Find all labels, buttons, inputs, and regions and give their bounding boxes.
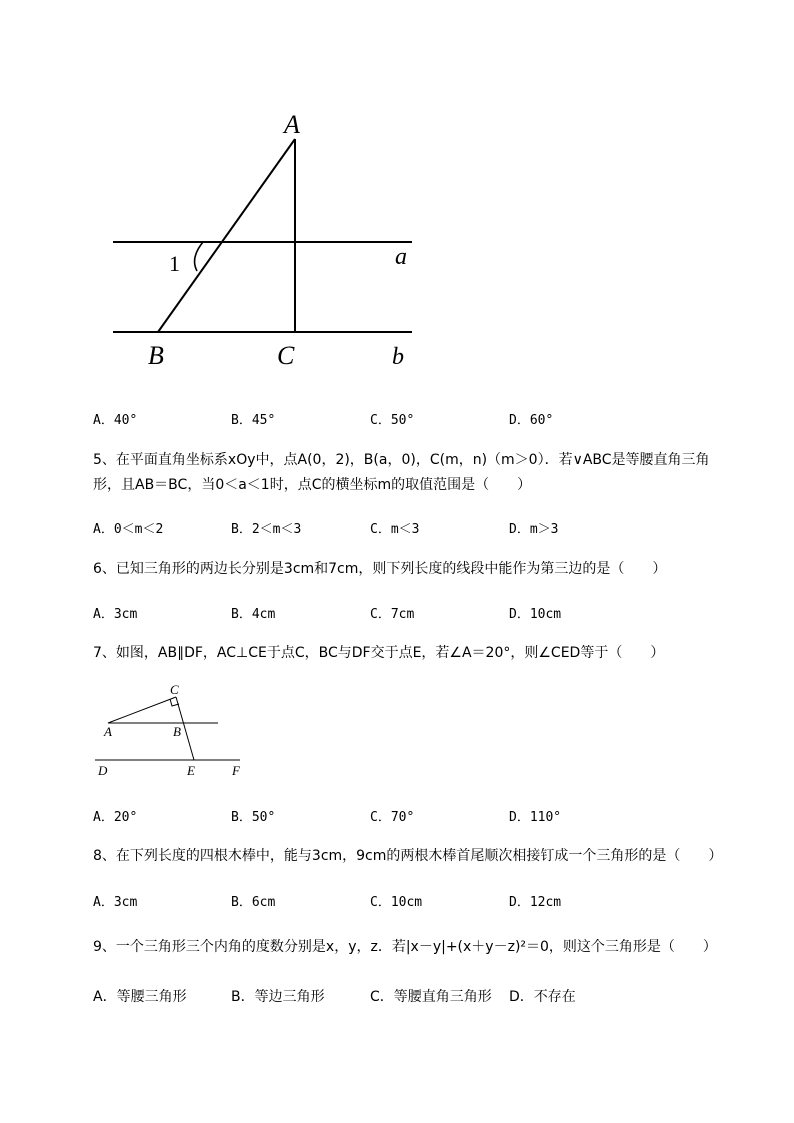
q6-option-a: A．3cm: [93, 607, 138, 622]
q4-option-c: C．50°: [370, 413, 415, 428]
label-a: a: [395, 244, 407, 270]
q4-option-a: A．40°: [93, 413, 138, 428]
label-1: 1: [169, 251, 180, 276]
q9-option-c: C．等腰直角三角形: [370, 989, 492, 1005]
figure-parallel-lines: [0, 0, 794, 380]
q9-option-b: B．等边三角形: [231, 989, 325, 1005]
q6-text: 6、已知三角形的两边长分别是3cm和7cm，则下列长度的线段中能作为第三边的是（ ）: [93, 561, 667, 577]
q4-option-b: B．45°: [231, 413, 276, 428]
q9-option-d: D．不存在: [509, 989, 576, 1005]
q7-label-D: D: [98, 763, 108, 778]
q8-option-b: B．6cm: [231, 895, 276, 910]
q5-text-line1: 5、在平面直角坐标系xOy中，点A(0，2)，B(a，0)，C(m，n)（m＞0）．若∨ABC是等腰直角三角: [93, 452, 710, 468]
q4-option-d: D．60°: [509, 413, 554, 428]
q6-option-c: C．7cm: [370, 607, 415, 622]
q6-option-d: D．10cm: [509, 607, 562, 622]
q9-text: 9、一个三角形三个内角的度数分别是x，y，z．若|x－y|+(x＋y－z)²＝0，则这个三角形是（ ）: [93, 939, 717, 955]
q7-option-b: B．50°: [231, 810, 276, 825]
q5-option-b: B．2＜m＜3: [231, 522, 302, 537]
label-b: b: [392, 344, 404, 370]
q8-option-c: C．10cm: [370, 895, 423, 910]
q9-option-a: A．等腰三角形: [93, 989, 187, 1005]
q5-option-a: A．0＜m＜2: [93, 522, 164, 537]
q7-text: 7、如图，AB∥DF，AC⊥CE于点C，BC与DF交于点E，若∠A＝20°，则∠CED等于（ ）: [93, 645, 665, 661]
q7-label-B: B: [173, 724, 181, 739]
q8-option-a: A．3cm: [93, 895, 138, 910]
q7-option-a: A．20°: [93, 810, 138, 825]
q7-label-A: A: [104, 724, 112, 739]
q5-option-c: C．m＜3: [370, 522, 420, 537]
q7-option-c: C．70°: [370, 810, 415, 825]
figure-q7: [90, 678, 260, 783]
label-C: C: [277, 341, 295, 370]
label-A: A: [284, 110, 300, 139]
q6-option-b: B．4cm: [231, 607, 276, 622]
q5-option-d: D．m＞3: [509, 522, 559, 537]
q7-option-d: D．110°: [509, 810, 562, 825]
q8-option-d: D．12cm: [509, 895, 562, 910]
label-B: B: [148, 341, 164, 370]
q7-label-F: F: [232, 763, 240, 778]
q7-label-C: C: [170, 682, 179, 697]
q7-label-E: E: [187, 763, 195, 778]
q8-text: 8、在下列长度的四根木棒中，能与3cm，9cm的两根木棒首尾顺次相接钉成一个三角形的是（ ）: [93, 848, 723, 864]
q5-text-line2: 形，且AB＝BC，当0＜a＜1时，点C的横坐标m的取值范围是（ ）: [93, 477, 532, 493]
